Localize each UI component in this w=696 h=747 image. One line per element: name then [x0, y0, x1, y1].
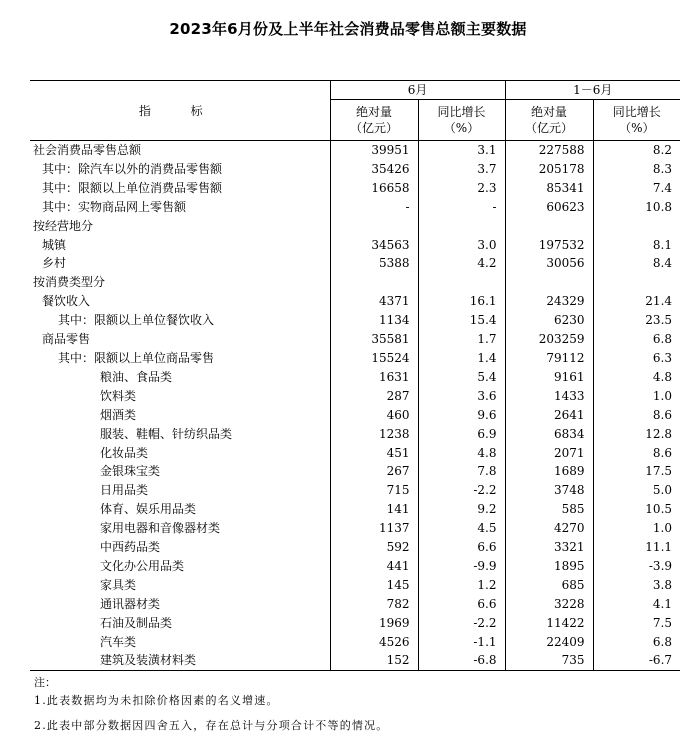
h1-yoy-cell: 8.4	[593, 254, 680, 273]
table-row	[30, 330, 680, 349]
june-absolute-cell	[330, 273, 418, 292]
h1-yoy-cell: 11.1	[593, 538, 680, 557]
table-row	[30, 311, 680, 330]
h1-yoy-cell: 8.1	[593, 236, 680, 255]
h1-absolute-cell: 60623	[505, 198, 593, 217]
h1-yoy-cell: 10.8	[593, 198, 680, 217]
june-yoy-cell: -1.1	[418, 633, 505, 652]
june-absolute-cell: 39951	[330, 141, 418, 160]
table-row	[30, 387, 680, 406]
row-label: 乡村	[42, 256, 67, 271]
june-yoy-cell: 6.9	[418, 425, 505, 444]
h1-absolute-cell: 2071	[505, 444, 593, 463]
notes-heading: 注：	[34, 676, 56, 689]
june-yoy-cell: 2.3	[418, 179, 505, 198]
h1-absolute-cell: 1433	[505, 387, 593, 406]
h1-yoy-cell: 10.5	[593, 500, 680, 519]
june-absolute-cell: 782	[330, 595, 418, 614]
june-absolute-cell: 287	[330, 387, 418, 406]
h1-absolute-cell: 2641	[505, 406, 593, 425]
june-yoy-cell: 15.4	[418, 311, 505, 330]
june-yoy-cell	[418, 217, 505, 236]
h1-absolute-cell: 735	[505, 651, 593, 670]
row-label: 按消费类型分	[33, 275, 106, 290]
h1-absolute-cell: 3748	[505, 481, 593, 500]
h1-yoy-cell: 3.8	[593, 576, 680, 595]
row-label: 石油及制品类	[100, 615, 173, 630]
period-h1-header: 1－6月	[505, 81, 680, 100]
h1-absolute-cell: 1895	[505, 557, 593, 576]
june-yoy-cell: 7.8	[418, 462, 505, 481]
table-row	[30, 236, 680, 255]
june-absolute-cell: 1238	[330, 425, 418, 444]
table-row	[30, 576, 680, 595]
june-yoy-cell: 4.2	[418, 254, 505, 273]
row-label: 商品零售	[42, 332, 91, 347]
row-label: 日用品类	[100, 483, 149, 498]
period-june-header: 6月	[330, 81, 505, 100]
row-label: 按经营地分	[33, 218, 94, 233]
table-row	[30, 538, 680, 557]
table-row	[30, 557, 680, 576]
row-label: 体育、娱乐用品类	[100, 502, 197, 517]
june-absolute-cell: 35426	[330, 160, 418, 179]
table-row	[30, 614, 680, 633]
table-row	[30, 519, 680, 538]
h1-absolute-header: 绝对量 （亿元）	[505, 100, 593, 141]
note-2: 2.此表中部分数据因四舍五入，存在总计与分项合计不等的情况。	[34, 719, 389, 732]
june-absolute-cell: 16658	[330, 179, 418, 198]
h1-yoy-cell: 21.4	[593, 292, 680, 311]
h1-absolute-cell: 585	[505, 500, 593, 519]
h1-absolute-cell	[505, 273, 593, 292]
june-absolute-cell: 145	[330, 576, 418, 595]
row-label: 建筑及装潢材料类	[30, 651, 330, 670]
row-label: 其中：限额以上单位商品零售	[58, 350, 215, 365]
june-absolute-cell: 4371	[330, 292, 418, 311]
table-row	[30, 368, 680, 387]
june-yoy-cell: -2.2	[418, 614, 505, 633]
row-label: 烟酒类	[100, 407, 137, 422]
june-absolute-cell: 1631	[330, 368, 418, 387]
table-row	[30, 651, 680, 670]
june-yoy-cell: 3.6	[418, 387, 505, 406]
h1-yoy-cell	[593, 217, 680, 236]
row-label: 化妆品类	[100, 445, 149, 460]
june-yoy-cell: -2.2	[418, 481, 505, 500]
table-row	[30, 406, 680, 425]
june-yoy-cell: 6.6	[418, 595, 505, 614]
retail-sales-table	[30, 80, 680, 671]
row-label: 餐饮收入	[42, 294, 91, 309]
table-body	[30, 141, 680, 671]
h1-yoy-cell: 6.3	[593, 349, 680, 368]
row-label: 服装、鞋帽、针纺织品类	[100, 426, 233, 441]
h1-yoy-cell: 8.2	[593, 141, 680, 160]
row-label: 社会消费品零售总额	[33, 143, 142, 157]
table-row	[30, 198, 680, 217]
table-row	[30, 481, 680, 500]
table-row	[30, 254, 680, 273]
h1-yoy-cell: 12.8	[593, 425, 680, 444]
table-row	[30, 273, 680, 292]
row-label: 其中：除汽车以外的消费品零售额	[42, 161, 223, 176]
h1-yoy-cell: 6.8	[593, 633, 680, 652]
table-row	[30, 425, 680, 444]
table-row	[30, 595, 680, 614]
june-yoy-cell: 16.1	[418, 292, 505, 311]
h1-absolute-cell: 79112	[505, 349, 593, 368]
table-row	[30, 349, 680, 368]
h1-yoy-cell: 4.8	[593, 368, 680, 387]
june-yoy-cell: -	[418, 198, 505, 217]
june-yoy-cell	[418, 273, 505, 292]
table-row	[30, 633, 680, 652]
h1-yoy-cell: 7.5	[593, 614, 680, 633]
h1-yoy-cell: 7.4	[593, 179, 680, 198]
h1-yoy-cell: 17.5	[593, 462, 680, 481]
row-label: 金银珠宝类	[100, 464, 161, 479]
h1-yoy-cell: 23.5	[593, 311, 680, 330]
h1-absolute-cell: 30056	[505, 254, 593, 273]
row-label: 其中：实物商品网上零售额	[42, 199, 187, 214]
june-absolute-cell: 1134	[330, 311, 418, 330]
june-absolute-cell	[330, 217, 418, 236]
h1-yoy-cell: 5.0	[593, 481, 680, 500]
table-row	[30, 179, 680, 198]
row-label: 通讯器材类	[100, 596, 161, 611]
june-absolute-cell: 441	[330, 557, 418, 576]
june-absolute-cell: 15524	[330, 349, 418, 368]
june-yoy-cell: 6.6	[418, 538, 505, 557]
table-row	[30, 292, 680, 311]
june-absolute-cell: 267	[330, 462, 418, 481]
june-absolute-cell: 4526	[330, 633, 418, 652]
h1-yoy-cell	[593, 273, 680, 292]
june-yoy-cell: 1.4	[418, 349, 505, 368]
row-label: 汽车类	[100, 634, 137, 649]
june-absolute-cell: 152	[330, 651, 418, 670]
indicator-header: 指 标	[30, 81, 330, 141]
h1-yoy-cell: -3.9	[593, 557, 680, 576]
h1-absolute-cell: 3321	[505, 538, 593, 557]
row-label: 其中：限额以上单位餐饮收入	[58, 313, 215, 328]
h1-yoy-cell: 8.6	[593, 444, 680, 463]
h1-yoy-cell: -6.7	[593, 651, 680, 670]
row-label: 饮料类	[100, 388, 137, 403]
row-label: 其中：限额以上单位消费品零售额	[42, 180, 223, 195]
june-absolute-cell: 35581	[330, 330, 418, 349]
june-absolute-cell: 141	[330, 500, 418, 519]
june-yoy-cell: 3.1	[418, 141, 505, 160]
h1-yoy-header: 同比增长 （%）	[593, 100, 680, 141]
june-absolute-cell: 460	[330, 406, 418, 425]
row-label: 城镇	[42, 237, 67, 252]
june-yoy-cell: 4.5	[418, 519, 505, 538]
header-row-periods	[30, 81, 680, 100]
page-title: 2023年6月份及上半年社会消费品零售总额主要数据	[169, 20, 527, 38]
june-yoy-cell: 3.7	[418, 160, 505, 179]
h1-absolute-cell: 11422	[505, 614, 593, 633]
h1-absolute-cell: 24329	[505, 292, 593, 311]
h1-absolute-cell: 9161	[505, 368, 593, 387]
june-absolute-cell: 592	[330, 538, 418, 557]
h1-absolute-cell: 22409	[505, 633, 593, 652]
june-yoy-cell: 1.7	[418, 330, 505, 349]
h1-yoy-cell: 4.1	[593, 595, 680, 614]
june-yoy-cell: -9.9	[418, 557, 505, 576]
june-yoy-cell: -6.8	[418, 651, 505, 670]
h1-absolute-cell: 227588	[505, 141, 593, 160]
h1-yoy-cell: 8.6	[593, 406, 680, 425]
row-label: 粮油、食品类	[100, 369, 173, 384]
h1-absolute-cell: 197532	[505, 236, 593, 255]
h1-absolute-cell: 3228	[505, 595, 593, 614]
row-label: 家具类	[100, 577, 137, 592]
table-row	[30, 217, 680, 236]
june-yoy-cell: 4.8	[418, 444, 505, 463]
h1-yoy-cell: 6.8	[593, 330, 680, 349]
june-yoy-cell: 3.0	[418, 236, 505, 255]
june-yoy-cell: 9.6	[418, 406, 505, 425]
june-yoy-cell: 9.2	[418, 500, 505, 519]
h1-absolute-cell: 6230	[505, 311, 593, 330]
june-yoy-cell: 1.2	[418, 576, 505, 595]
table-row	[30, 160, 680, 179]
june-absolute-cell: 451	[330, 444, 418, 463]
h1-yoy-cell: 1.0	[593, 519, 680, 538]
note-1: 1.此表数据均为未扣除价格因素的名义增速。	[34, 694, 279, 707]
h1-yoy-cell: 8.3	[593, 160, 680, 179]
h1-absolute-cell: 685	[505, 576, 593, 595]
june-absolute-cell: 1969	[330, 614, 418, 633]
h1-absolute-cell: 85341	[505, 179, 593, 198]
table-row	[30, 141, 680, 160]
h1-absolute-cell: 203259	[505, 330, 593, 349]
h1-absolute-cell: 205178	[505, 160, 593, 179]
table-row	[30, 462, 680, 481]
table-row	[30, 444, 680, 463]
june-yoy-cell: 5.4	[418, 368, 505, 387]
june-absolute-cell: 5388	[330, 254, 418, 273]
table-row	[30, 500, 680, 519]
h1-absolute-cell	[505, 217, 593, 236]
row-label: 中西药品类	[100, 540, 161, 555]
h1-yoy-cell: 1.0	[593, 387, 680, 406]
june-yoy-header: 同比增长 （%）	[418, 100, 505, 141]
june-absolute-cell: 1137	[330, 519, 418, 538]
june-absolute-header: 绝对量 （亿元）	[330, 100, 418, 141]
h1-absolute-cell: 1689	[505, 462, 593, 481]
june-absolute-cell: 34563	[330, 236, 418, 255]
row-label: 家用电器和音像器材类	[100, 521, 221, 536]
row-label: 文化办公用品类	[100, 558, 185, 573]
h1-absolute-cell: 4270	[505, 519, 593, 538]
june-absolute-cell: 715	[330, 481, 418, 500]
h1-absolute-cell: 6834	[505, 425, 593, 444]
june-absolute-cell: -	[330, 198, 418, 217]
